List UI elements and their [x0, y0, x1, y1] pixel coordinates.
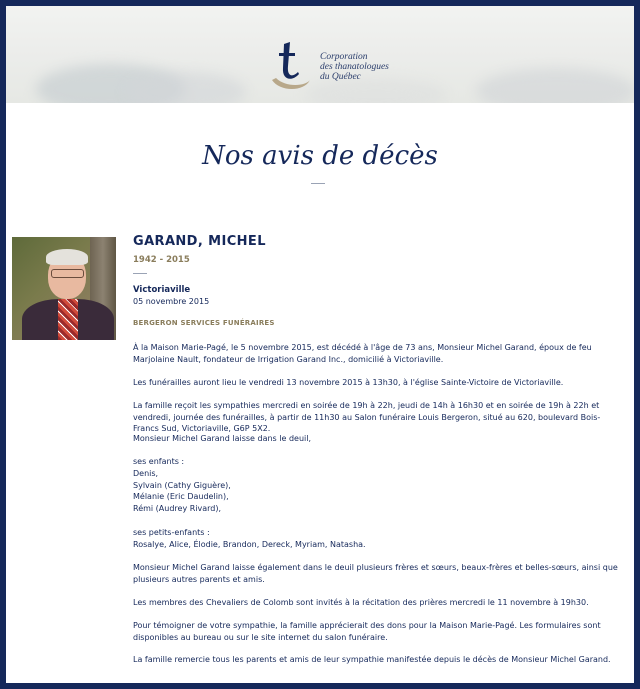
notice-paragraph: Les membres des Chevaliers de Colomb sont invités à la récitation des prières mercredi le 11 novembre à 19h30.: [133, 598, 589, 607]
title-divider: [311, 183, 325, 184]
notice-paragraph: Les funérailles auront lieu le vendredi 13 novembre 2015 à 13h30, à l'église Sainte-Victoire de Victoriaville.: [133, 378, 564, 387]
page-title: Nos avis de décès: [202, 141, 438, 171]
life-years: 1942 - 2015: [133, 255, 190, 265]
name-divider: [133, 273, 147, 274]
banner-cloud: [126, 72, 246, 103]
logo-text: [320, 52, 389, 82]
logo-line: du Québec: [320, 72, 361, 82]
logo-line: des thanatologues: [320, 62, 389, 72]
notice-paragraph: La famille remercie tous les parents et amis de leur sympathie manifestée depuis le décès de Monsieur Michel Garand.: [133, 655, 611, 664]
deceased-name: GARAND, MICHEL: [133, 234, 266, 249]
notice-paragraph: La famille reçoit les sympathies mercredi en soirée de 19h à 22h, jeudi de 14h à 16h30 et en soirée de 19h à 22h et vendredi, journée des funérailles, à partir de 11h30 au Salon funéraire Louis Bergeron, situé au 620, boulevard Bois-Francs Sud, Victoriaville, G6P 5X2.: [133, 401, 601, 434]
child-item: Mélanie (Eric Daudelin),: [133, 492, 229, 501]
notice-city: Victoriaville: [133, 285, 191, 295]
child-item: Sylvain (Cathy Giguère),: [133, 481, 231, 490]
logo-mark-icon: [266, 36, 316, 92]
children-label: ses enfants :: [133, 457, 185, 466]
notice-date: 05 novembre 2015: [133, 297, 210, 306]
logo-line: Corporation: [320, 52, 368, 62]
photo-glasses: [51, 269, 84, 278]
notice-paragraph: Monsieur Michel Garand laisse également dans le deuil plusieurs frères et sœurs, beaux-frères et belles-sœurs, ainsi que plusieurs autres parents et amis.: [133, 563, 618, 584]
notice-paragraph: Pour témoigner de votre sympathie, la famille apprécierait des dons pour la Maison Marie-Pagé. Les formulaires sont disponibles au bureau ou sur le site internet du salon funéraire.: [133, 621, 601, 642]
notice-paragraph: À la Maison Marie-Pagé, le 5 novembre 2015, est décédé à l'âge de 73 ans, Monsieur Michel Garand, époux de feu Marjolaine Nault, fondateur de Irrigation Garand Inc., domicilié à Victoriaville.: [133, 343, 592, 364]
photo-shirt: [58, 299, 78, 340]
funeral-home-link[interactable]: BERGERON SERVICES FUNÉRAIRES: [133, 319, 275, 327]
notice-paragraph: Monsieur Michel Garand laisse dans le deuil,: [133, 434, 312, 443]
grandchildren-label: ses petits-enfants :: [133, 528, 210, 537]
header-banner: [6, 6, 634, 103]
child-item: Rémi (Audrey Rivard),: [133, 504, 222, 513]
grandchildren-list: Rosalye, Alice, Élodie, Brandon, Dereck, Myriam, Natasha.: [133, 540, 366, 549]
photo-hair: [46, 249, 88, 265]
banner-cloud: [476, 68, 634, 103]
deceased-photo: [12, 237, 116, 340]
child-item: Denis,: [133, 469, 159, 478]
corporation-logo[interactable]: [266, 36, 389, 92]
